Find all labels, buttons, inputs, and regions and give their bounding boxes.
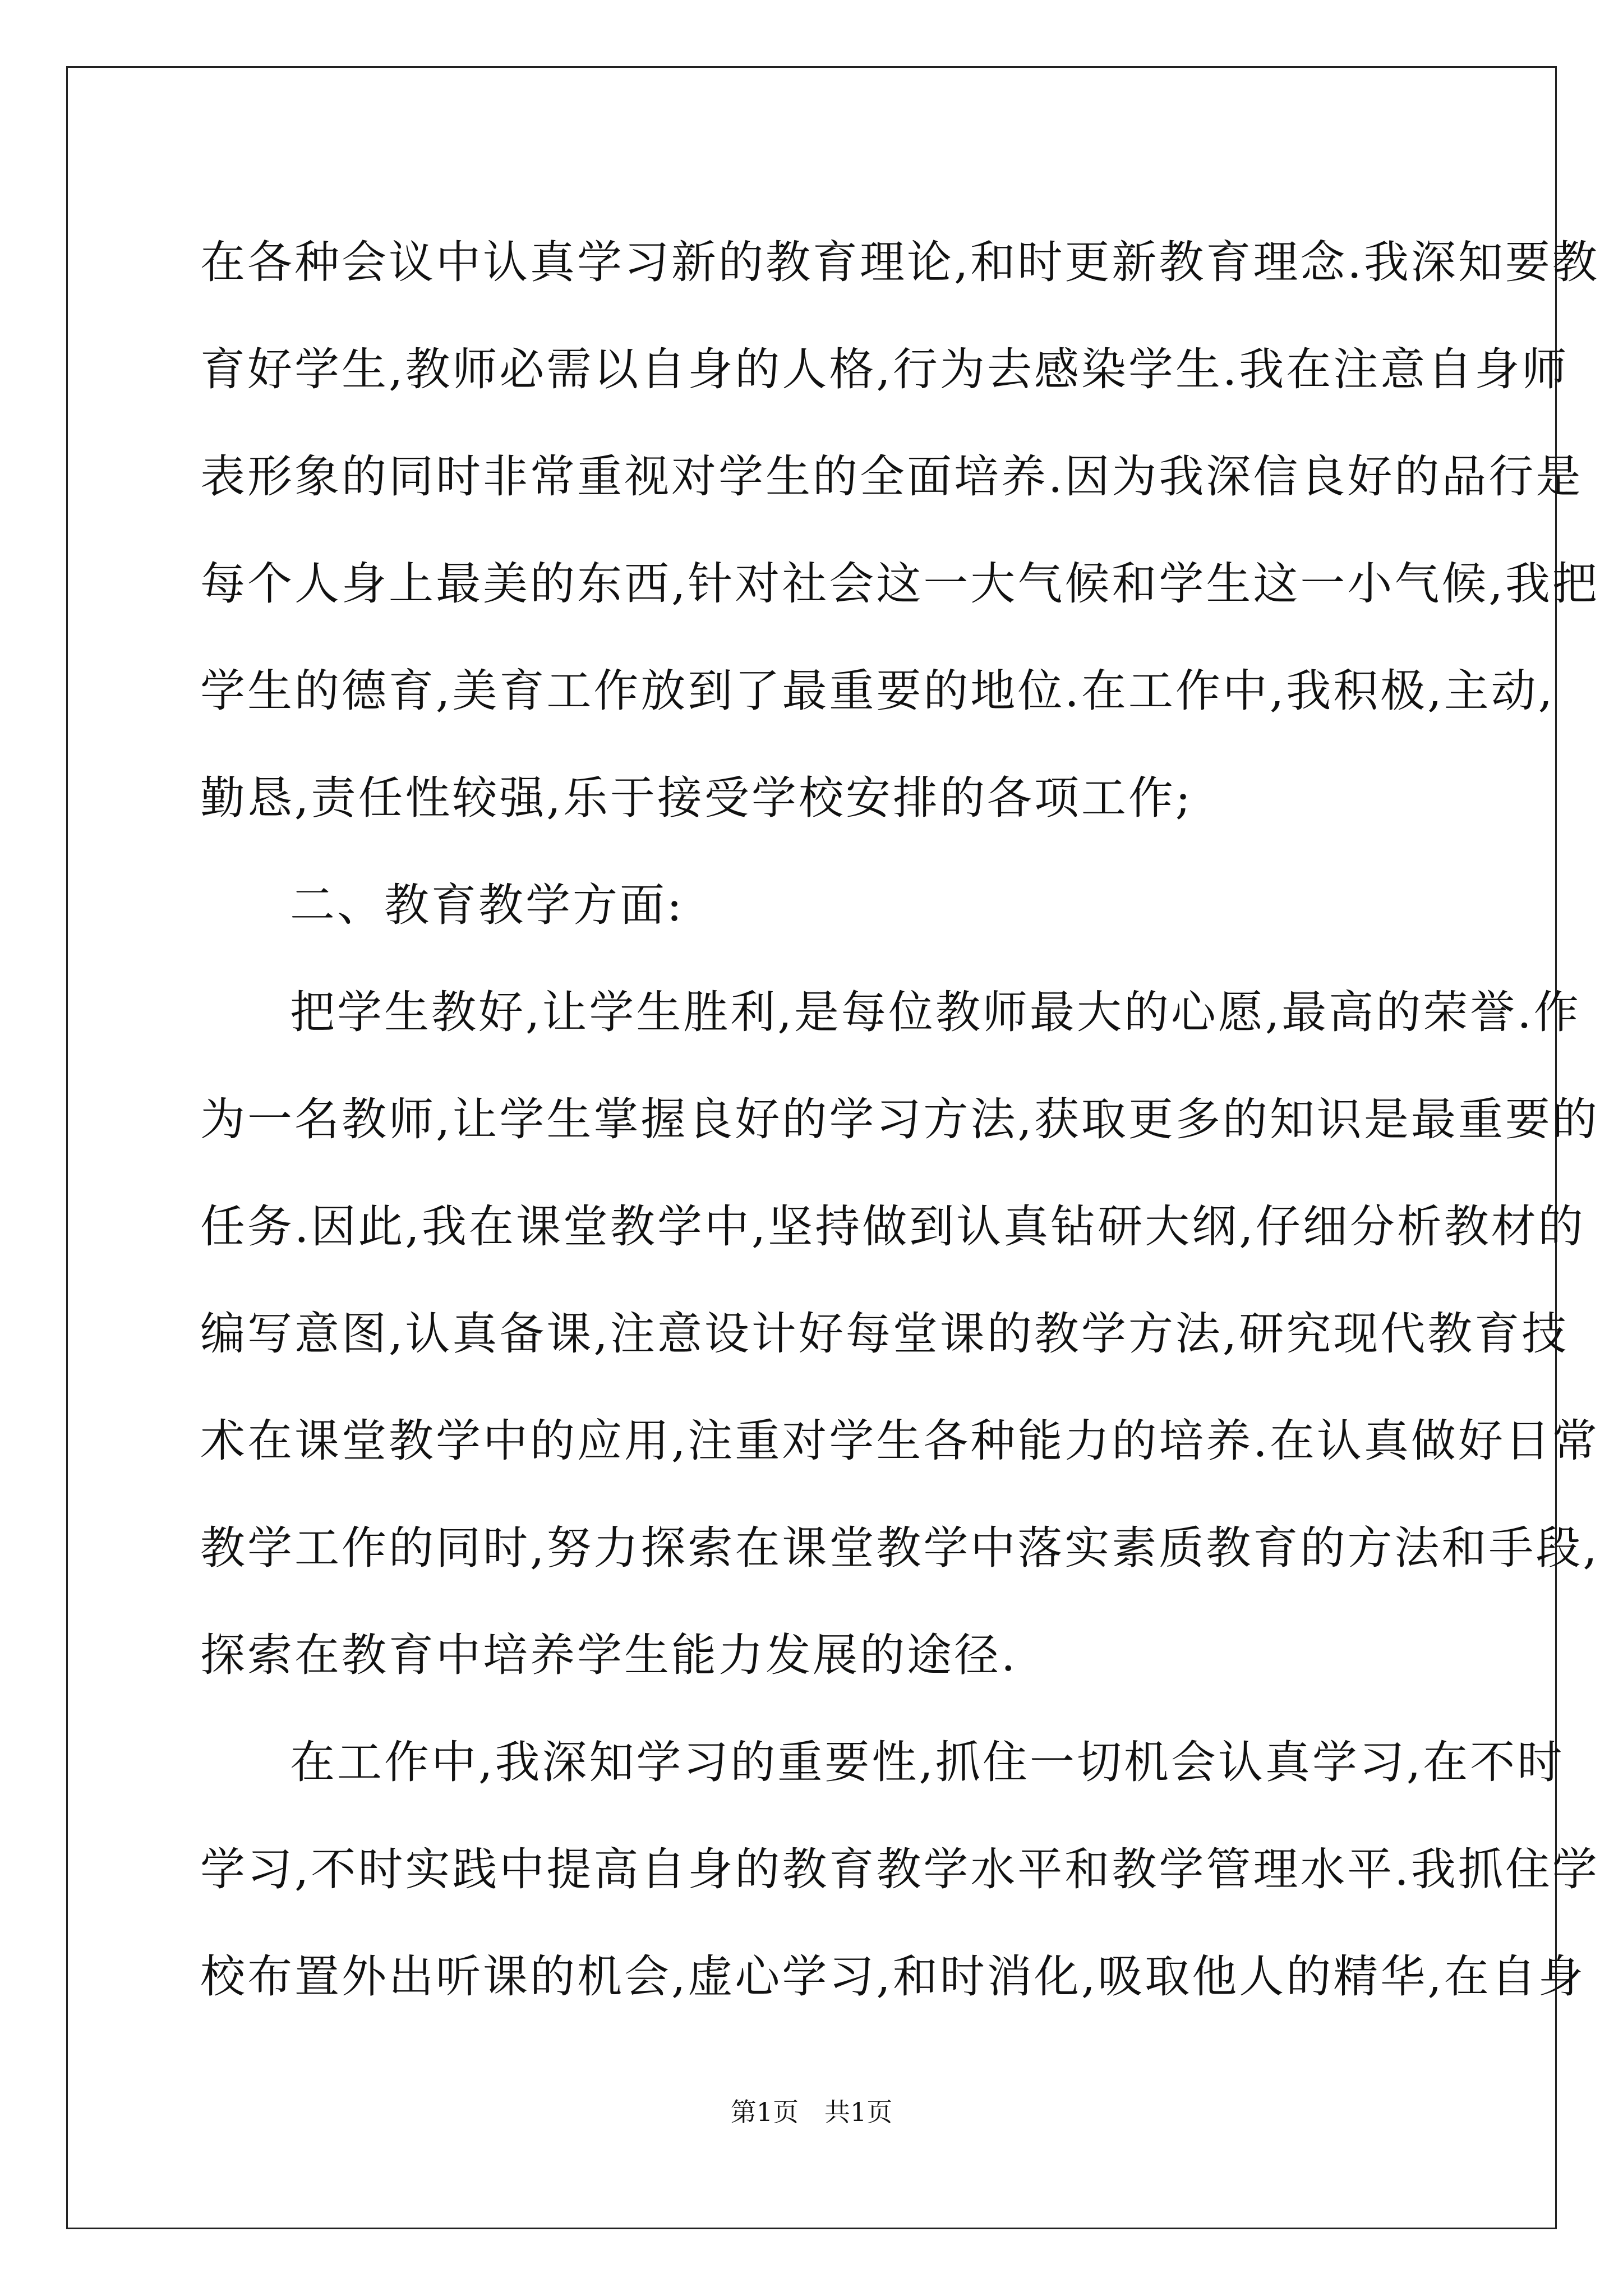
text-line-12: 术在课堂教学中的应用,注重对学生各种能力的培养.在认真做好日常 <box>200 1415 1599 1467</box>
page-footer <box>0 2095 1623 2129</box>
text-line-17: 校布置外出听课的机会,虚心学习,和时消化,吸取他人的精华,在自身 <box>200 1950 1585 2003</box>
page-number-current: 第1页 <box>730 2097 799 2127</box>
text-line-13: 教学工作的同时,努力探索在课堂教学中落实素质教育的方法和手段, <box>200 1522 1599 1574</box>
document-body <box>200 209 1599 2030</box>
text-line-16: 学习,不时实践中提高自身的教育教学水平和教学管理水平.我抓住学 <box>200 1843 1599 1895</box>
text-line-10: 任务.因此,我在课堂教学中,坚持做到认真钻研大纲,仔细分析教材的 <box>200 1200 1585 1253</box>
text-line-15: 在工作中,我深知学习的重要性,抓住一切机会认真学习,在不时 <box>290 1736 1565 1788</box>
page-number-total: 共1页 <box>824 2097 893 2127</box>
text-line-11: 编写意图,认真备课,注意设计好每堂课的教学方法,研究现代教育技 <box>200 1308 1569 1360</box>
section-heading: 二、教育教学方面: <box>290 879 684 931</box>
text-line-8: 把学生教好,让学生胜利,是每位教师最大的心愿,最高的荣誉.作 <box>290 986 1581 1038</box>
text-line-5: 学生的德育,美育工作放到了最重要的地位.在工作中,我积极,主动, <box>200 665 1555 717</box>
text-line-6: 勤恳,责任性较强,乐于接受学校安排的各项工作; <box>200 772 1193 824</box>
text-line-1: 在各种会议中认真学习新的教育理论,和时更新教育理念.我深知要教 <box>200 236 1599 288</box>
text-line-9: 为一名教师,让学生掌握良好的学习方法,获取更多的知识是最重要的 <box>200 1093 1599 1145</box>
text-line-3: 表形象的同时非常重视对学生的全面培养.因为我深信良好的品行是 <box>200 450 1583 503</box>
text-line-4: 每个人身上最美的东西,针对社会这一大气候和学生这一小气候,我把 <box>200 558 1599 610</box>
text-line-14: 探索在教育中培养学生能力发展的途径. <box>200 1629 1018 1681</box>
text-line-2: 育好学生,教师必需以自身的人格,行为去感染学生.我在注意自身师 <box>200 343 1569 395</box>
